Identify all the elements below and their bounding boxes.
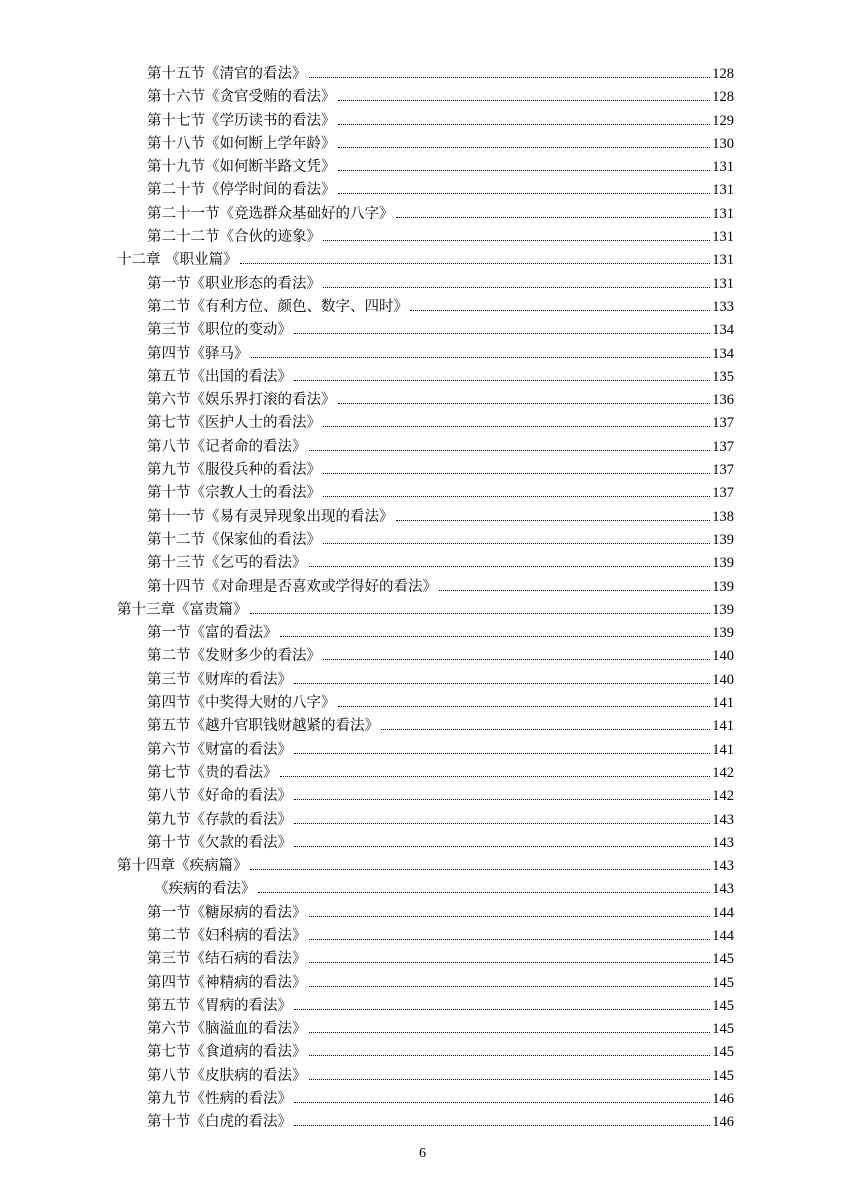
toc-section-row[interactable] <box>117 296 734 319</box>
toc-entry-page: 143 <box>712 811 734 828</box>
toc-dot-leader <box>309 938 711 940</box>
toc-entry-page: 141 <box>712 695 734 712</box>
toc-dot-leader <box>323 542 710 544</box>
toc-entry-title: 第三节《职位的变动》 <box>147 322 292 339</box>
toc-section-row[interactable] <box>117 273 734 296</box>
toc-section-row[interactable] <box>117 972 734 995</box>
toc-section-row[interactable] <box>117 226 734 249</box>
toc-section-row[interactable] <box>117 203 734 226</box>
toc-entry-page: 130 <box>712 135 734 152</box>
toc-entry-title: 第十四节《对命理是否喜欢或学得好的看法》 <box>147 578 437 595</box>
toc-entry-title: 第五节《越升官职钱财越紧的看法》 <box>147 718 379 735</box>
toc-dot-leader <box>323 425 710 427</box>
toc-section-row[interactable] <box>117 809 734 832</box>
toc-entry-page: 146 <box>712 1091 734 1108</box>
toc-chapter-row[interactable] <box>117 249 734 272</box>
toc-entry-title: 第七节《医护人士的看法》 <box>147 415 321 432</box>
toc-entry-title: 第七节《贵的看法》 <box>147 764 278 781</box>
toc-section-row[interactable] <box>117 576 734 599</box>
toc-section-row[interactable] <box>117 1041 734 1064</box>
toc-entry-title: 第二节《有利方位、颜色、数字、四时》 <box>147 298 408 315</box>
toc-dot-leader <box>323 495 710 497</box>
toc-dot-leader <box>294 332 710 334</box>
toc-section-row[interactable] <box>117 1065 734 1088</box>
toc-dot-leader <box>294 379 710 381</box>
toc-entry-title: 第八节《记者命的看法》 <box>147 438 307 455</box>
toc-entry-page: 142 <box>712 764 734 781</box>
toc-dot-leader <box>294 1124 710 1126</box>
toc-entry-page: 144 <box>712 904 734 921</box>
toc-entry-page: 131 <box>712 252 734 269</box>
toc-section-row[interactable] <box>117 948 734 971</box>
toc-entry-page: 138 <box>712 508 734 525</box>
toc-section-row[interactable] <box>117 1111 734 1134</box>
toc-section-row[interactable] <box>117 925 734 948</box>
toc-entry-title: 第五节《出国的看法》 <box>147 368 292 385</box>
toc-entry-title: 第八节《皮肤病的看法》 <box>147 1067 307 1084</box>
toc-dot-leader <box>381 728 710 730</box>
toc-section-row[interactable] <box>117 436 734 459</box>
toc-dot-leader <box>294 1008 710 1010</box>
toc-entry-title: 第三节《财库的看法》 <box>147 671 292 688</box>
toc-dot-leader <box>338 146 711 148</box>
toc-entry-page: 145 <box>712 951 734 968</box>
toc-dot-leader <box>294 798 710 800</box>
toc-entry-page: 137 <box>712 462 734 479</box>
toc-section-row[interactable] <box>117 762 734 785</box>
toc-entry-title: 第四节《驿马》 <box>147 345 249 362</box>
toc-section-row[interactable] <box>117 692 734 715</box>
toc-dot-leader <box>250 868 711 870</box>
toc-dot-leader <box>323 239 710 241</box>
toc-entry-title: 第十一节《易有灵异现象出现的看法》 <box>147 508 394 525</box>
toc-dot-leader <box>410 309 710 311</box>
toc-entry-page: 139 <box>712 531 734 548</box>
toc-entry-page: 142 <box>712 788 734 805</box>
toc-dot-leader <box>309 1078 711 1080</box>
toc-entry-title: 第十九节《如何断半路文凭》 <box>147 159 336 176</box>
toc-entry-page: 140 <box>712 671 734 688</box>
toc-entry-title: 第二节《妇科病的看法》 <box>147 927 307 944</box>
toc-entry-title: 第十四章《疾病篇》 <box>117 858 248 875</box>
toc-dot-leader <box>309 449 711 451</box>
toc-dot-leader <box>338 192 711 194</box>
toc-entry-title: 第三节《结石病的看法》 <box>147 951 307 968</box>
toc-entry-title: 第十七节《学历读书的看法》 <box>147 112 336 129</box>
toc-entry-title: 第六节《娱乐界打滚的看法》 <box>147 392 336 409</box>
toc-dot-leader <box>294 845 710 847</box>
toc-section-row[interactable] <box>117 506 734 529</box>
toc-dot-leader <box>338 169 711 171</box>
toc-entry-title: 第十节《欠款的看法》 <box>147 834 292 851</box>
toc-entry-page: 128 <box>712 66 734 82</box>
toc-section-row[interactable] <box>117 110 734 133</box>
toc-entry-title: 第一节《糖尿病的看法》 <box>147 904 307 921</box>
toc-entry-page: 145 <box>712 974 734 991</box>
toc-entry-page: 143 <box>712 881 734 898</box>
toc-section-row[interactable] <box>117 389 734 412</box>
toc-entry-page: 136 <box>712 392 734 409</box>
toc-section-row[interactable] <box>117 482 734 505</box>
toc-entry-page: 141 <box>712 741 734 758</box>
toc-section-row[interactable] <box>117 739 734 762</box>
toc-dot-leader <box>240 262 711 264</box>
toc-chapter-row[interactable] <box>117 855 734 878</box>
toc-dot-leader <box>323 472 710 474</box>
toc-entry-title: 第十三节《乞丐的看法》 <box>147 555 307 572</box>
toc-entry-title: 第二十一节《竞选群众基础好的八字》 <box>147 205 394 222</box>
toc-entry-page: 134 <box>712 322 734 339</box>
toc-dot-leader <box>309 985 711 987</box>
toc-entry-page: 143 <box>712 858 734 875</box>
toc-entry-page: 131 <box>712 275 734 292</box>
table-of-contents <box>117 63 734 1135</box>
toc-entry-title: 第十二节《保家仙的看法》 <box>147 531 321 548</box>
toc-entry-title: 第十节《宗教人士的看法》 <box>147 485 321 502</box>
toc-dot-leader <box>323 658 710 660</box>
toc-entry-title: 第十八节《如何断上学年龄》 <box>147 135 336 152</box>
toc-entry-page: 137 <box>712 485 734 502</box>
toc-chapter-row[interactable] <box>117 599 734 622</box>
toc-section-row[interactable] <box>117 552 734 575</box>
toc-entry-title: 第二节《发财多少的看法》 <box>147 648 321 665</box>
toc-entry-page: 131 <box>712 205 734 222</box>
toc-section-row[interactable] <box>117 179 734 202</box>
page-number: 6 <box>419 1146 426 1161</box>
toc-entry-title: 十二章 《职业篇》 <box>117 252 238 269</box>
toc-section-row[interactable] <box>117 133 734 156</box>
toc-entry-page: 145 <box>712 1021 734 1038</box>
toc-section-row[interactable] <box>117 832 734 855</box>
toc-section-row[interactable] <box>117 622 734 645</box>
toc-entry-page: 145 <box>712 1044 734 1061</box>
toc-entry-title: 第二十二节《合伙的迹象》 <box>147 229 321 246</box>
toc-entry-page: 139 <box>712 625 734 642</box>
toc-entry-title: 第十六节《贪官受贿的看法》 <box>147 89 336 106</box>
toc-entry-title: 第八节《好命的看法》 <box>147 788 292 805</box>
toc-entry-title: 第二十节《停学时间的看法》 <box>147 182 336 199</box>
toc-dot-leader <box>338 402 711 404</box>
toc-dot-leader <box>309 915 711 917</box>
toc-section-row[interactable] <box>117 319 734 342</box>
toc-entry-page: 145 <box>712 997 734 1014</box>
toc-dot-leader <box>323 286 710 288</box>
toc-entry-page: 140 <box>712 648 734 665</box>
toc-entry-page: 131 <box>712 182 734 199</box>
toc-section-row[interactable] <box>117 343 734 366</box>
toc-dot-leader <box>396 519 711 521</box>
toc-entry-title: 第五节《胃病的看法》 <box>147 997 292 1014</box>
toc-dot-leader <box>250 612 711 614</box>
toc-dot-leader <box>338 99 711 101</box>
toc-dot-leader <box>309 961 711 963</box>
toc-entry-page: 131 <box>712 229 734 246</box>
toc-dot-leader <box>280 635 711 637</box>
toc-dot-leader <box>294 1101 710 1103</box>
toc-dot-leader <box>309 565 711 567</box>
toc-dot-leader <box>258 891 711 893</box>
toc-dot-leader <box>309 1031 711 1033</box>
toc-section-row[interactable] <box>117 785 734 808</box>
toc-section-row[interactable] <box>117 366 734 389</box>
toc-dot-leader <box>309 76 711 78</box>
toc-dot-leader <box>309 1054 711 1056</box>
toc-entry-title: 第一节《职业形态的看法》 <box>147 275 321 292</box>
toc-dot-leader <box>251 356 711 358</box>
toc-entry-page: 133 <box>712 298 734 315</box>
toc-entry-title: 第十五节《清官的看法》 <box>147 66 307 82</box>
toc-section-row[interactable] <box>117 412 734 435</box>
toc-entry-page: 143 <box>712 834 734 851</box>
toc-section-row[interactable] <box>117 1018 734 1041</box>
toc-entry-title: 第九节《存款的看法》 <box>147 811 292 828</box>
toc-dot-leader <box>294 682 710 684</box>
toc-section-row[interactable] <box>117 529 734 552</box>
toc-entry-page: 139 <box>712 555 734 572</box>
toc-entry-title: 第一节《富的看法》 <box>147 625 278 642</box>
toc-section-row[interactable] <box>117 878 734 901</box>
toc-entry-page: 129 <box>712 112 734 129</box>
toc-section-row[interactable] <box>117 715 734 738</box>
toc-dot-leader <box>338 123 711 125</box>
toc-entry-page: 134 <box>712 345 734 362</box>
toc-entry-title: 第四节《中奖得大财的八字》 <box>147 695 336 712</box>
toc-entry-title: 第十节《白虎的看法》 <box>147 1114 292 1131</box>
toc-dot-leader <box>294 822 710 824</box>
toc-entry-page: 146 <box>712 1114 734 1131</box>
toc-entry-title: 第七节《食道病的看法》 <box>147 1044 307 1061</box>
toc-dot-leader <box>280 775 711 777</box>
toc-entry-title: 第四节《神精病的看法》 <box>147 974 307 991</box>
toc-entry-page: 139 <box>712 601 734 618</box>
toc-entry-title: 第六节《财富的看法》 <box>147 741 292 758</box>
toc-section-row[interactable] <box>117 86 734 109</box>
toc-entry-page: 139 <box>712 578 734 595</box>
toc-section-row[interactable] <box>117 63 734 86</box>
toc-entry-title: 第十三章《富贵篇》 <box>117 601 248 618</box>
toc-entry-page: 135 <box>712 368 734 385</box>
toc-entry-page: 141 <box>712 718 734 735</box>
toc-entry-page: 131 <box>712 159 734 176</box>
toc-section-row[interactable] <box>117 995 734 1018</box>
toc-dot-leader <box>439 589 710 591</box>
toc-section-row[interactable] <box>117 1088 734 1111</box>
toc-dot-leader <box>338 705 711 707</box>
toc-section-row[interactable] <box>117 669 734 692</box>
toc-entry-page: 145 <box>712 1067 734 1084</box>
toc-entry-page: 137 <box>712 415 734 432</box>
toc-entry-page: 144 <box>712 927 734 944</box>
toc-entry-title: 第九节《性病的看法》 <box>147 1091 292 1108</box>
toc-entry-title: 《疾病的看法》 <box>154 881 256 898</box>
toc-section-row[interactable] <box>117 902 734 925</box>
toc-dot-leader <box>294 752 710 754</box>
toc-section-row[interactable] <box>117 645 734 668</box>
toc-entry-title: 第六节《脑溢血的看法》 <box>147 1021 307 1038</box>
toc-section-row[interactable] <box>117 156 734 179</box>
toc-dot-leader <box>396 216 711 218</box>
toc-entry-page: 137 <box>712 438 734 455</box>
toc-entry-title: 第九节《服役兵种的看法》 <box>147 462 321 479</box>
toc-section-row[interactable] <box>117 459 734 482</box>
toc-entry-page: 128 <box>712 89 734 106</box>
